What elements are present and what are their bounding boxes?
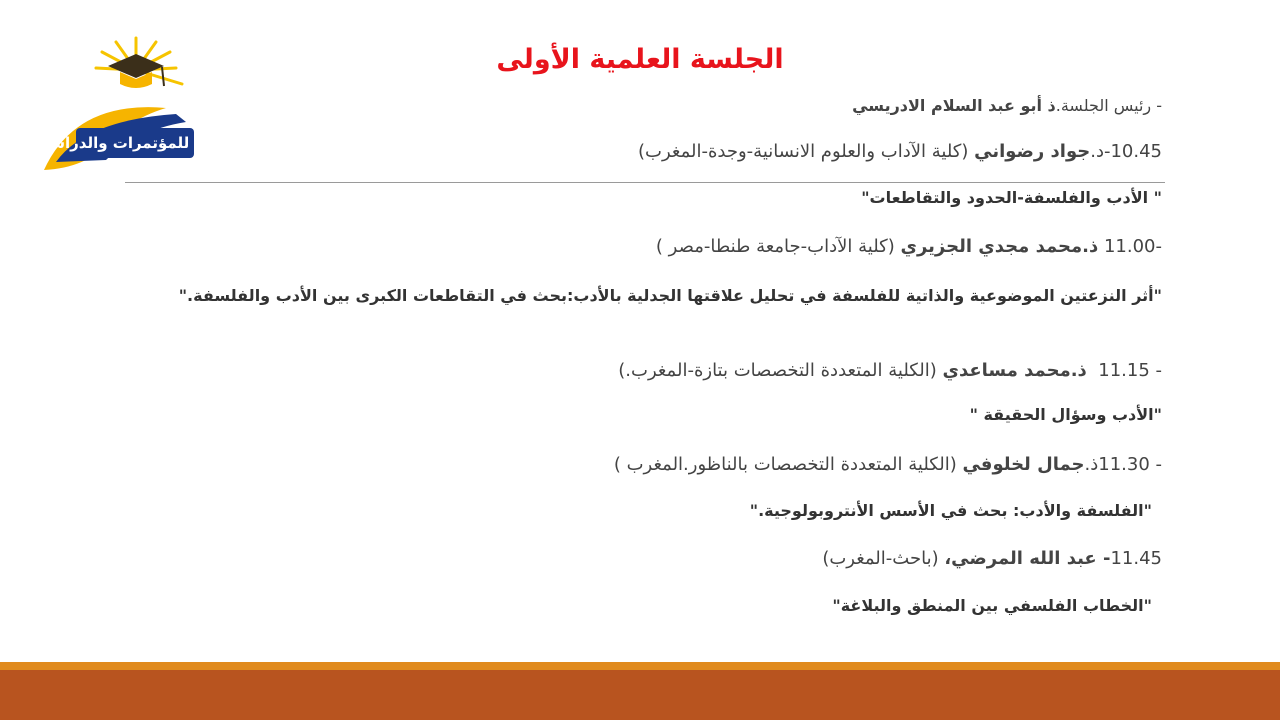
speaker-2-prefix: -	[1155, 236, 1162, 257]
speaker-3-prefix: -	[1149, 360, 1162, 381]
footer-accent-bar	[0, 662, 1280, 670]
speaker-2-affiliation: (كلية الآداب-جامعة طنطا-مصر )	[655, 236, 901, 257]
speaker-5-affiliation: (باحث-المغرب)	[822, 548, 945, 569]
speaker-3-name: ذ.محمد مساعدي	[942, 360, 1087, 381]
speaker-4-name: جمال لخلوفي	[962, 454, 1085, 475]
session-chair	[852, 96, 1162, 115]
speaker-3-affiliation: (الكلية المتعددة التخصصات بتازة-المغرب.)	[618, 360, 943, 381]
speaker-4	[614, 454, 1162, 475]
chair-prefix: - رئيس الجلسة.	[1055, 96, 1162, 115]
speaker-2-time: 11.00	[1103, 236, 1156, 257]
speaker-1	[638, 141, 1162, 162]
speaker-2	[656, 236, 1162, 257]
speaker-4-title-prefix: ذ.	[1084, 454, 1099, 475]
speaker-1-prefix: -د.	[1090, 141, 1111, 162]
speaker-5-name: - عبد الله المرضي،	[944, 548, 1111, 569]
speaker-5-time: 11.45	[1110, 548, 1162, 569]
speaker-3	[618, 360, 1162, 381]
talk-5-title: "الخطاب الفلسفي بين المنطق والبلاغة"	[832, 596, 1152, 615]
footer-bar	[0, 670, 1280, 720]
speaker-1-affiliation: (كلية الآداب والعلوم الانسانية-وجدة-المغرب)	[638, 141, 975, 162]
speaker-1-time: 10.45	[1110, 141, 1162, 162]
divider	[125, 182, 1165, 183]
logo-text: شمس للمؤتمرات والدراسات	[29, 134, 241, 152]
speaker-4-prefix: -	[1149, 454, 1162, 475]
chair-name: ذ أبو عبد السلام الادريسي	[852, 96, 1056, 115]
conference-logo	[29, 30, 241, 175]
speaker-3-time: 11.15	[1098, 360, 1150, 381]
talk-2-title: "أثر النزعتين الموضوعية والذاتية للفلسفة في تحليل علاقتها الجدلية بالأدب:بحث في التقاطعات الكبرى بين الأدب والفلسفة."	[178, 286, 1162, 305]
speaker-4-affiliation: (الكلية المتعددة التخصصات بالناظور.المغرب )	[613, 454, 963, 475]
talk-4-title: "الفلسفة والأدب: بحث في الأسس الأنتروبولوجية."	[749, 501, 1152, 520]
speaker-5	[822, 548, 1162, 569]
talk-1-title: " الأدب والفلسفة-الحدود والتقاطعات"	[861, 188, 1162, 207]
talk-3-title: "الأدب وسؤال الحقيقة "	[969, 405, 1162, 424]
speaker-1-name: جواد رضواني	[974, 141, 1091, 162]
graduation-cap-sun-icon	[29, 30, 241, 175]
speaker-4-time: 11.30	[1098, 454, 1150, 475]
speaker-2-name: ذ.محمد مجدي الجزيري	[900, 236, 1099, 257]
slide-title: الجلسة العلمية الأولى	[496, 44, 784, 75]
